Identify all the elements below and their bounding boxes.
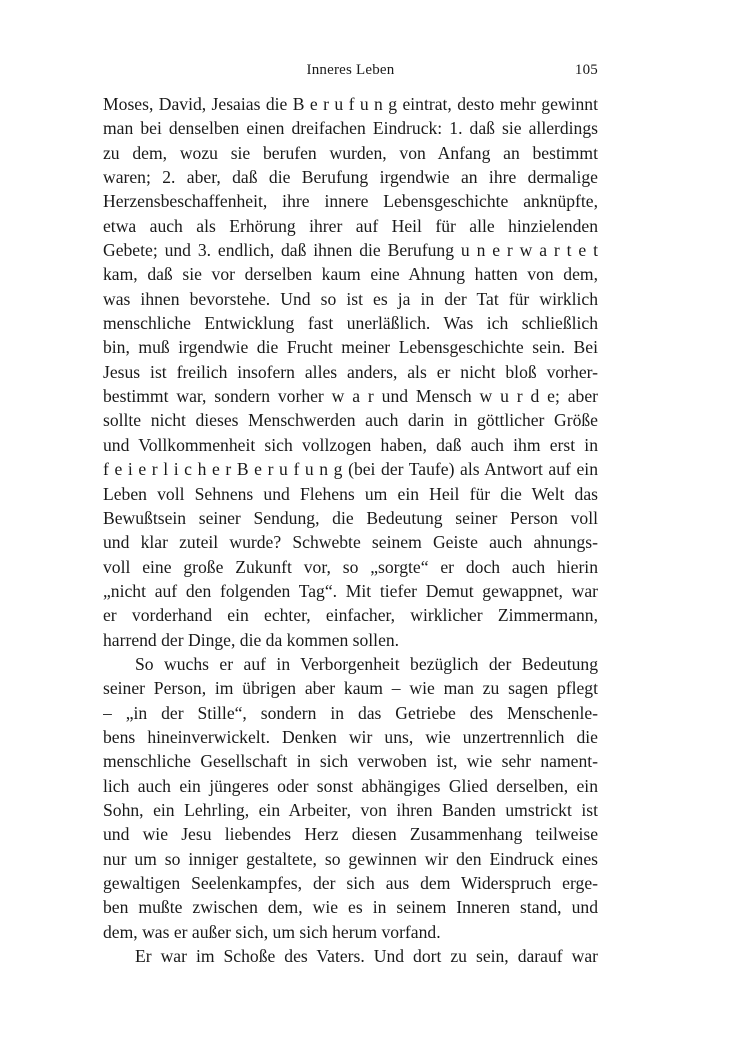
text-line: etwa auch als Erhörung ihrer auf Heil für alle hinzielenden: [103, 215, 598, 236]
text-line: bens hineinverwickelt. Denken wir uns, wie unzertrennlich die: [103, 726, 598, 747]
body-text: [103, 92, 598, 968]
text-line: waren; 2. aber, daß die Berufung irgendwie an ihre dermalige: [103, 167, 598, 188]
text-line: Moses, David, Jesaias die B e r u f u n g eintrat, desto mehr gewinnt: [103, 94, 598, 114]
running-head-title: Inneres Leben: [306, 62, 395, 78]
text-line: Er war im Schoße des Vaters. Und dort zu sein, darauf war: [135, 946, 598, 967]
text-line: voll eine große Zukunft vor, so „sorgte“ er doch auch hierin: [103, 556, 598, 577]
text-line: und wie Jesu liebendes Herz diesen Zusammenhang teilweise: [103, 824, 598, 845]
text-line: menschliche Entwicklung fast unerläßlich. Was ich schließlich: [103, 313, 598, 334]
text-line: Herzensbeschaffenheit, ihre innere Lebensgeschichte anknüpfte,: [103, 191, 598, 212]
text-line: seiner Person, im übrigen aber kaum – wie man zu sagen pflegt: [103, 678, 598, 699]
text-line: sollte nicht dieses Menschwerden auch darin in göttlicher Größe: [103, 410, 598, 431]
text-line: f e i e r l i c h e r B e r u f u n g (bei der Taufe) als Antwort auf ein: [103, 459, 598, 480]
text-line: man bei denselben einen dreifachen Eindruck: 1. daß sie allerdings: [103, 118, 598, 139]
text-line: Gebete; und 3. endlich, daß ihnen die Berufung u n e r w a r t e t: [103, 240, 598, 261]
text-line: nur um so inniger gestaltete, so gewinnen wir den Eindruck eines: [103, 848, 598, 869]
text-line: Sohn, ein Lehrling, ein Arbeiter, von ihren Banden umstrickt ist: [103, 799, 598, 820]
text-line: menschliche Gesellschaft in sich verwoben ist, wie sehr nament-: [103, 751, 598, 772]
text-line: was ihnen bevorstehe. Und so ist es ja in der Tat für wirklich: [103, 288, 598, 309]
text-line: bin, muß irgendwie die Frucht meiner Lebensgeschichte sein. Bei: [103, 337, 598, 358]
text-line: kam, daß sie vor derselben kaum eine Ahnung hatten von dem,: [103, 264, 598, 285]
text-line: lich auch ein jüngeres oder sonst abhängiges Glied derselben, ein: [103, 775, 598, 796]
text-line: zu dem, wozu sie berufen wurden, von Anfang an bestimmt: [103, 142, 598, 163]
text-line: ben mußte zwischen dem, wie es in seinem Inneren stand, und: [103, 897, 598, 918]
text-line: – „in der Stille“, sondern in das Getriebe des Menschenle-: [103, 702, 598, 723]
text-line: und Vollkommenheit sich vollzogen haben, daß auch ihm erst in: [103, 434, 598, 455]
text-line: gewaltigen Seelenkampfes, der sich aus dem Widerspruch erge-: [103, 873, 598, 893]
page-number: 105: [574, 62, 598, 78]
text-line: und klar zuteil wurde? Schwebte seinem Geiste auch ahnungs-: [103, 532, 598, 553]
text-line: bestimmt war, sondern vorher w a r und Mensch w u r d e; aber: [103, 386, 598, 407]
text-line: Jesus ist freilich insofern alles anders, als er nicht bloß vorher-: [103, 361, 598, 382]
text-line: „nicht auf den folgenden Tag“. Mit tiefer Demut gewappnet, war: [103, 580, 598, 601]
running-head: [103, 62, 598, 82]
text-line: dem, was er außer sich, um sich herum vorfand.: [103, 921, 441, 942]
text-line: Leben voll Sehnens und Flehens um ein Heil für die Welt das: [103, 483, 598, 504]
text-line: er vorderhand ein echter, einfacher, wirklicher Zimmermann,: [103, 605, 598, 626]
text-line: Bewußtsein seiner Sendung, die Bedeutung seiner Person voll: [103, 507, 598, 528]
text-line: So wuchs er auf in Verborgenheit bezüglich der Bedeutung: [135, 653, 598, 674]
text-line: harrend der Dinge, die da kommen sollen.: [103, 629, 400, 650]
